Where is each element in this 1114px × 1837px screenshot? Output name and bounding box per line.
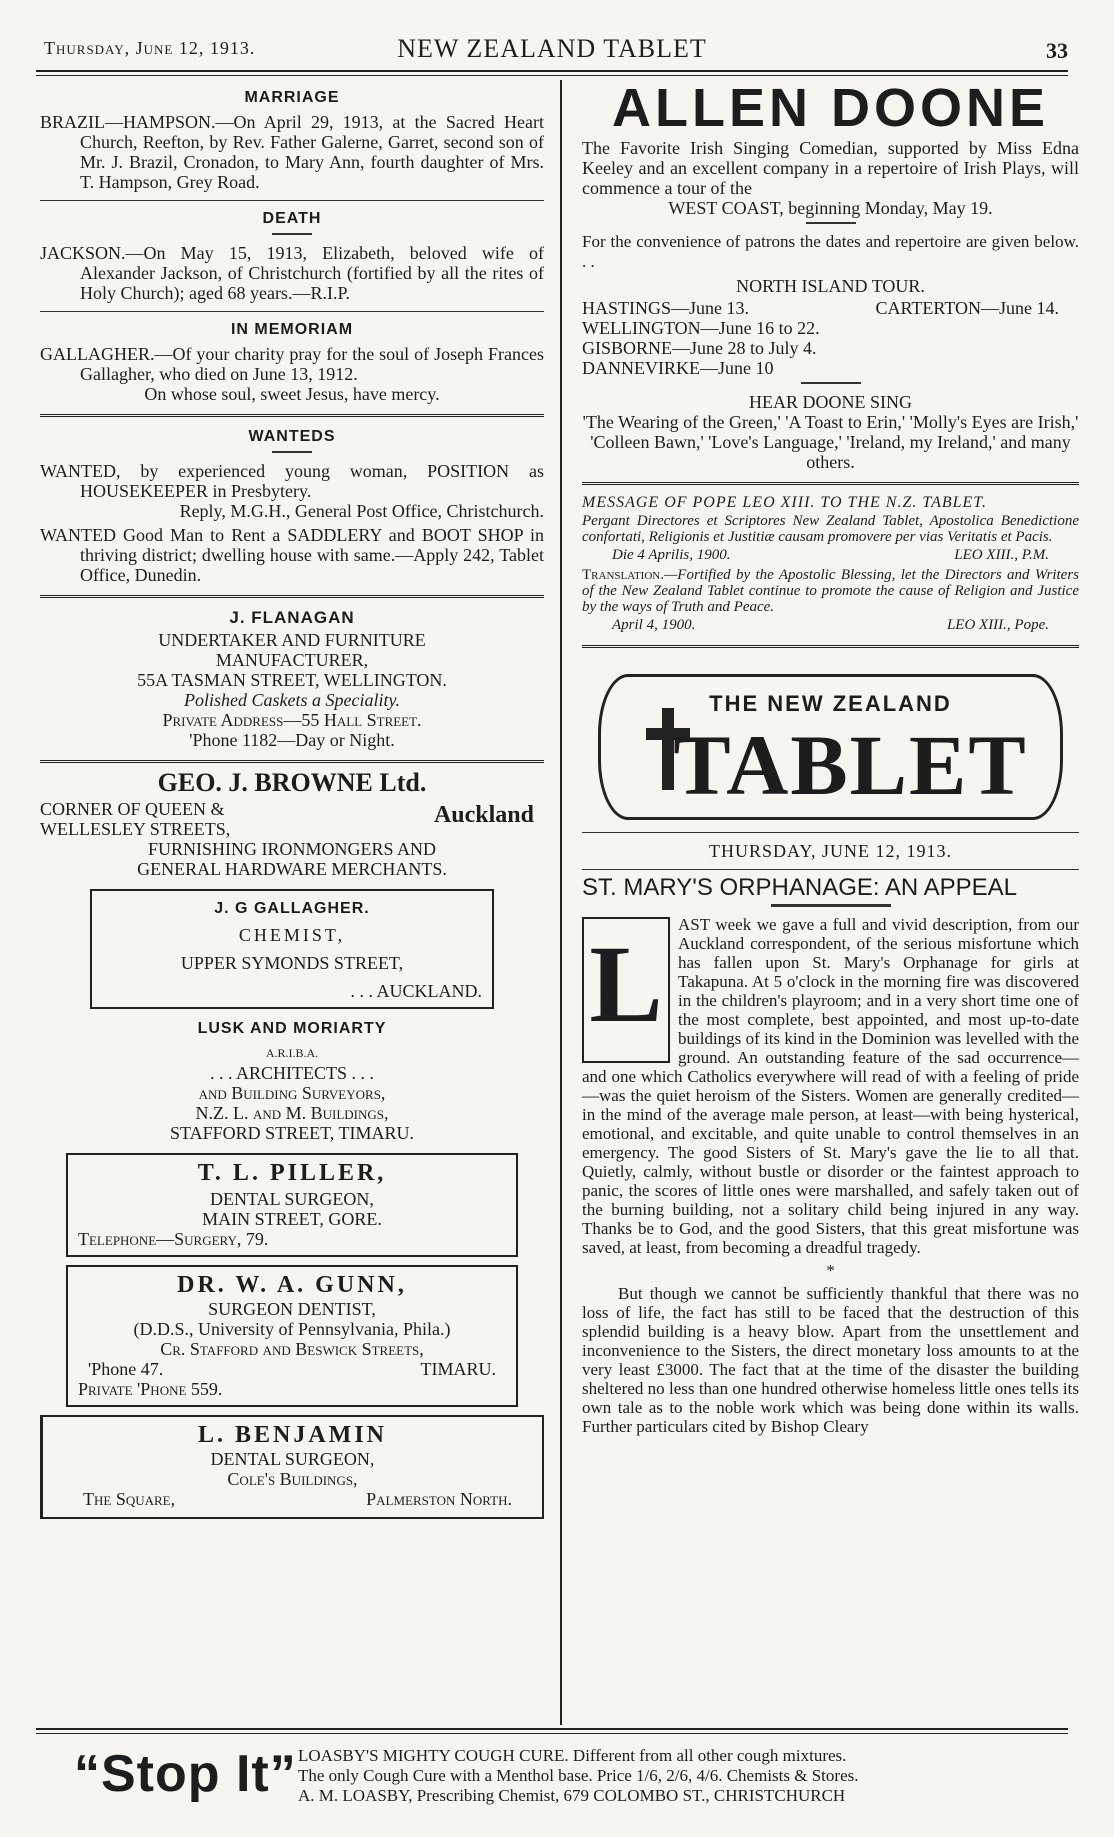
stop-it-slogan: “Stop It”: [74, 1745, 297, 1803]
piller-ad: [66, 1153, 518, 1257]
gunn-ad: [66, 1265, 518, 1407]
footer-line: A. M. LOASBY, Prescribing Chemist, 679 COLOMBO ST., CHRISTCHURCH: [298, 1786, 846, 1805]
pope-signature: LEO XIII., Pope.: [946, 617, 1049, 633]
right-column: [582, 80, 1079, 1436]
dropcap-letter: L: [589, 923, 663, 1045]
article-paragraph-2: But though we cannot be sufficiently thankful that there was no loss of life, the fact has still to be faced that the destruction of this splendid building is a heavy blow. Apart from the unsettlement and inconvenience to the Sisters, the direct monetary loss amounts to at the very least £3000. The fact that at the time of the disaster the building sheltered no less than one hundred otherwise homeless little ones tells its own tale as to the noble work which was being done within its walls. Further particulars cited by Bishop Cleary: [582, 1284, 1079, 1436]
dash: [272, 451, 312, 453]
dash: [801, 382, 861, 384]
lusk-name: LUSK AND MORIARTY: [197, 1020, 387, 1037]
divider: [40, 311, 544, 312]
double-divider: [40, 760, 544, 763]
dash: [771, 904, 891, 907]
dropcap-initial: [582, 917, 670, 1063]
benjamin-ad: [40, 1415, 544, 1519]
dash: [272, 233, 312, 235]
piller-line: DENTAL SURGEON,: [210, 1189, 374, 1209]
lusk-line: . . . ARCHITECTS . . .: [209, 1063, 374, 1083]
memoriam-heading: IN MEMORIAM: [230, 321, 354, 338]
sing-heading: HEAR DOONE SING: [749, 392, 912, 412]
browne-line: FURNISHING IRONMONGERS AND: [147, 839, 437, 859]
browne-ad: [40, 768, 544, 879]
dash: [806, 222, 856, 224]
masthead: [36, 30, 1068, 74]
benjamin-square: The Square,: [83, 1489, 176, 1509]
flanagan-ad: [40, 608, 544, 750]
flanagan-private-address: Private Address—55 Hall Street.: [162, 710, 422, 730]
piller-name: T. L. PILLER,: [197, 1160, 387, 1186]
pope-latin: Pergant Directores et Scriptores New Zealand Tablet, Apostolica Benedictione confortati, Religionis et Justitiæ causam promovere per vias Veritatis et Pacis.: [582, 513, 1079, 545]
gallagher-line: CHEMIST,: [238, 925, 346, 945]
pope-signature: LEO XIII., P.M.: [954, 547, 1049, 563]
pope-date: Die 4 Aprilis, 1900.: [612, 547, 731, 563]
double-divider: [582, 482, 1079, 485]
browne-name: GEO. J. BROWNE Ltd.: [157, 768, 427, 797]
footer-text: [298, 1746, 1068, 1806]
divider: [582, 832, 1079, 833]
logo-top-text: THE NEW ZEALAND: [709, 691, 952, 716]
double-divider: [40, 414, 544, 417]
memoriam-notice: GALLAGHER.—Of your charity pray for the soul of Joseph Frances Gallagher, who died on June 13, 1912.: [40, 344, 544, 384]
lusk-line: A.R.I.B.A.: [265, 1046, 319, 1060]
gallagher-ad: [90, 889, 494, 1009]
double-divider: [582, 645, 1079, 648]
allen-doone-west-coast: WEST COAST, beginning Monday, May 19.: [668, 198, 993, 218]
pope-date: April 4, 1900.: [612, 617, 696, 633]
browne-address-2: WELLESLEY STREETS,: [40, 819, 231, 839]
gunn-city: TIMARU.: [420, 1359, 496, 1379]
divider: [40, 200, 544, 201]
flanagan-line: UNDERTAKER AND FURNITURE: [158, 630, 426, 650]
death-heading: DEATH: [262, 210, 322, 227]
marriage-notice: BRAZIL—HAMPSON.—On April 29, 1913, at the Sacred Heart Church, Reefton, by Rev. Father Galerne, Garret, second son of Mr. J. Brazil, Cronadon, to Mary Ann, fourth daughter of Mrs. T. Hampson, Grey Road.: [40, 112, 544, 192]
flanagan-address: 55A TASMAN STREET, WELLINGTON.: [137, 670, 447, 690]
translation-label: Translation.: [582, 567, 664, 583]
gallagher-city: . . . AUCKLAND.: [350, 981, 482, 1001]
gunn-line: (D.D.S., University of Pennsylvania, Phila.): [133, 1319, 451, 1339]
article-paragraph-1: AST week we gave a full and vivid description, from our Auckland correspondent, of the serious misfortune which has fallen upon St. Mary's Orphanage for girls at Takapuna. At 5 o'clock in the morning fire was discovered in the children's playroom; and in a very short time one of the most complete, best appointed, and most up-to-date buildings of its kind in the Dominion was levelled with the ground. An outstanding feature of the sad occurrence—and one which Catholics everywhere will read of with a feeling of pride—was the quiet heroism of the Sisters. Women are generally credited—in the mind of the average male person, at least—with being hysterical, emotional, and excitable, and quite unable to control themselves in an emergency. The good Sisters of St. Mary's gave the lie to all that. Quietly, calmly, without bustle or disorder or the faintest approach to panic, the scores of little ones were marshalled, and safely taken out of the burning building, not a solitary child being injured in any way. Thanks be to God, and the good Sisters, that this great misfortune was saved, at least, from becoming a dreadful tragedy.: [582, 915, 1079, 1257]
gunn-line: Cr. Stafford and Beswick Streets,: [160, 1339, 424, 1359]
browne-city: Auckland: [433, 802, 534, 828]
allen-doone-title: ALLEN DOONE: [611, 78, 1049, 138]
logo-main-text: TABLET: [673, 717, 1028, 813]
wanted-ad-1: WANTED, by experienced young woman, POSITION as HOUSEKEEPER in Presbytery.: [40, 461, 544, 501]
benjamin-city: Palmerston North.: [366, 1489, 512, 1509]
lusk-ad: [40, 1019, 544, 1143]
tour-date: CARTERTON—June 14.: [875, 298, 1059, 318]
footer-line: LOASBY'S MIGHTY COUGH CURE. Different from all other cough mixtures.: [298, 1746, 847, 1765]
masthead-date: Thursday, June 12, 1913.: [44, 38, 256, 58]
section-star: *: [826, 1261, 835, 1280]
flanagan-line: MANUFACTURER,: [215, 650, 369, 670]
piller-phone: Telephone—Surgery, 79.: [78, 1229, 269, 1249]
tour-date: DANNEVIRKE—June 10: [582, 358, 774, 378]
benjamin-line: DENTAL SURGEON,: [210, 1449, 375, 1469]
gallagher-name: J. G GALLAGHER.: [214, 900, 370, 917]
benjamin-line: Cole's Buildings,: [227, 1469, 358, 1489]
tour-date: WELLINGTON—June 16 to 22.: [582, 318, 820, 338]
tour-date: GISBORNE—June 28 to July 4.: [582, 338, 817, 358]
divider: [582, 869, 1079, 870]
allen-doone-convenience: For the convenience of patrons the dates and repertoire are given below. . .: [582, 232, 1079, 271]
death-notice: JACKSON.—On May 15, 1913, Elizabeth, beloved wife of Alexander Jackson, of Christchurch (fortified by all the rites of Holy Church); aged 68 years.—R.I.P.: [40, 243, 544, 303]
marriage-heading: MARRIAGE: [244, 89, 340, 106]
gunn-phone: 'Phone 47.: [88, 1359, 164, 1379]
footer-rule: [36, 1728, 1068, 1734]
browne-address-1: CORNER OF QUEEN &: [40, 799, 225, 819]
lusk-line: N.Z. L. and M. Buildings,: [195, 1103, 389, 1123]
song-list: 'The Wearing of the Green,' 'A Toast to Erin,' 'Molly's Eyes are Irish,' 'Colleen Bawn,' 'Love's Language,' 'Ireland, my Ireland,' and many others.: [582, 412, 1079, 472]
footer-ad: [36, 1738, 1068, 1828]
pope-heading: MESSAGE OF POPE LEO XIII. TO THE N.Z. TABLET.: [582, 494, 987, 511]
masthead-rule: [36, 70, 1068, 76]
browne-line: GENERAL HARDWARE MERCHANTS.: [137, 859, 447, 879]
wanteds-heading: WANTEDS: [248, 428, 336, 445]
masthead-title: NEW ZEALAND TABLET: [397, 34, 707, 63]
footer-line: The only Cough Cure with a Menthol base. Price 1/6, 2/6, 4/6. Chemists & Stores.: [298, 1766, 859, 1785]
gallagher-line: UPPER SYMONDS STREET,: [180, 953, 404, 973]
article-body: [582, 915, 1079, 1436]
flanagan-phone: 'Phone 1182—Day or Night.: [189, 730, 395, 750]
wanted-ad-2: WANTED Good Man to Rent a SADDLERY and BOOT SHOP in thriving district; dwelling house with same.—Apply 242, Tablet Office, Dunedin.: [40, 525, 544, 585]
lusk-address: STAFFORD STREET, TIMARU.: [170, 1123, 414, 1143]
flanagan-tagline: Polished Caskets a Speciality.: [184, 690, 400, 710]
article-title: ST. MARY'S ORPHANAGE: AN APPEAL: [582, 874, 1017, 901]
benjamin-name: L. BENJAMIN: [197, 1422, 387, 1448]
memoriam-line: On whose soul, sweet Jesus, have mercy.: [144, 384, 440, 404]
left-column: [40, 80, 544, 1519]
piller-line: MAIN STREET, GORE.: [202, 1209, 382, 1229]
column-divider: [560, 80, 562, 1725]
issue-date: THURSDAY, JUNE 12, 1913.: [708, 841, 953, 861]
allen-doone-intro: The Favorite Irish Singing Comedian, supported by Miss Edna Keeley and an excellent company in a repertoire of Irish Plays, will commence a tour of the: [582, 138, 1079, 198]
page-number: 33: [1046, 38, 1068, 63]
gunn-private-phone: Private 'Phone 559.: [78, 1379, 223, 1399]
pope-translation: —Fortified by the Apostolic Blessing, let the Directors and Writers of the New Zealand Tablet continue to promote the cause of Religion and Justice by the ways of Truth and Peace.: [582, 567, 1079, 615]
gunn-line: SURGEON DENTIST,: [208, 1299, 376, 1319]
wanted-ad-1-reply: Reply, M.G.H., General Post Office, Christchurch.: [179, 501, 544, 521]
double-divider: [40, 595, 544, 598]
tablet-logo: [582, 664, 1079, 824]
tour-date: HASTINGS—June 13.: [582, 298, 750, 318]
tour-heading: NORTH ISLAND TOUR.: [736, 276, 925, 296]
gunn-name: DR. W. A. GUNN,: [177, 1272, 407, 1298]
lusk-line: and Building Surveyors,: [198, 1083, 386, 1103]
flanagan-name: J. FLANAGAN: [229, 608, 355, 627]
